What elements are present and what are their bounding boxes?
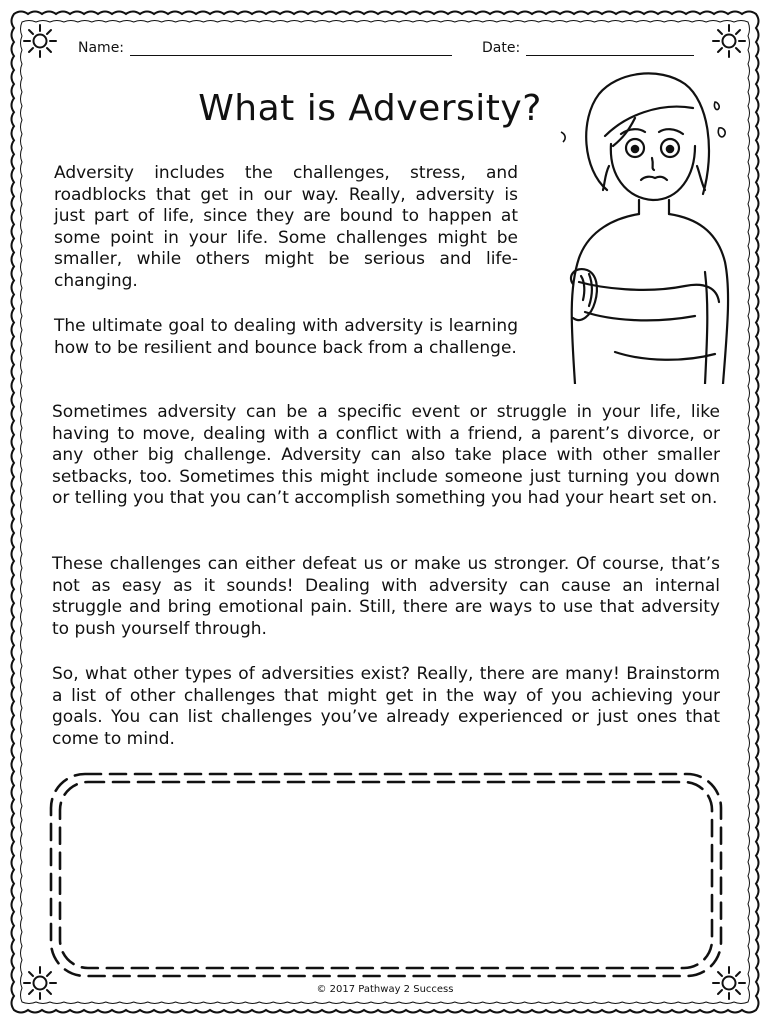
brainstorm-prompt-paragraph: So, what other types of adversities exist? Really, there are many! Brainstorm a list of other challenges that might get in the way of you achieving your goals. You can list challenges you’ve already experienced or just ones that come to mind. bbox=[52, 664, 720, 749]
worried-person-illustration bbox=[555, 62, 735, 384]
date-field bbox=[482, 40, 694, 56]
intro-paragraph: Adversity includes the challenges, stress, and roadblocks that get in our way. Really, adversity is just part of life, since they are bound to happen at some point in your life. Some challenges might be smaller, while others might be serious and life-changing. bbox=[54, 163, 518, 291]
name-input-line[interactable] bbox=[130, 41, 452, 56]
name-label: Name: bbox=[78, 40, 125, 56]
examples-paragraph: Sometimes adversity can be a specific event or struggle in your life, like having to move, dealing with a conflict with a friend, a parent’s divorce, or any other big challenge. Adversity can also take place with other smaller setbacks, too. Sometimes this might include someone just turning you down or telling you that you can’t accomplish something you had your heart set on. bbox=[52, 402, 720, 508]
goal-paragraph: The ultimate goal to dealing with adversity is learning how to be resilient and bounce back from a challenge. bbox=[54, 316, 518, 358]
brainstorm-answer-box[interactable] bbox=[46, 770, 726, 980]
date-label: Date: bbox=[482, 40, 521, 56]
date-input-line[interactable] bbox=[526, 41, 694, 56]
sun-icon bbox=[710, 22, 748, 60]
copyright-footer: © 2017 Pathway 2 Success bbox=[316, 984, 454, 995]
page-title: What is Adversity? bbox=[198, 88, 542, 129]
sun-icon bbox=[21, 22, 59, 60]
outcomes-paragraph: These challenges can either defeat us or make us stronger. Of course, that’s not as easy as it sounds! Dealing with adversity can cause an internal struggle and bring emotional pain. Still, there are ways to use that adversity to push yourself through. bbox=[52, 554, 720, 639]
name-field bbox=[78, 40, 452, 56]
